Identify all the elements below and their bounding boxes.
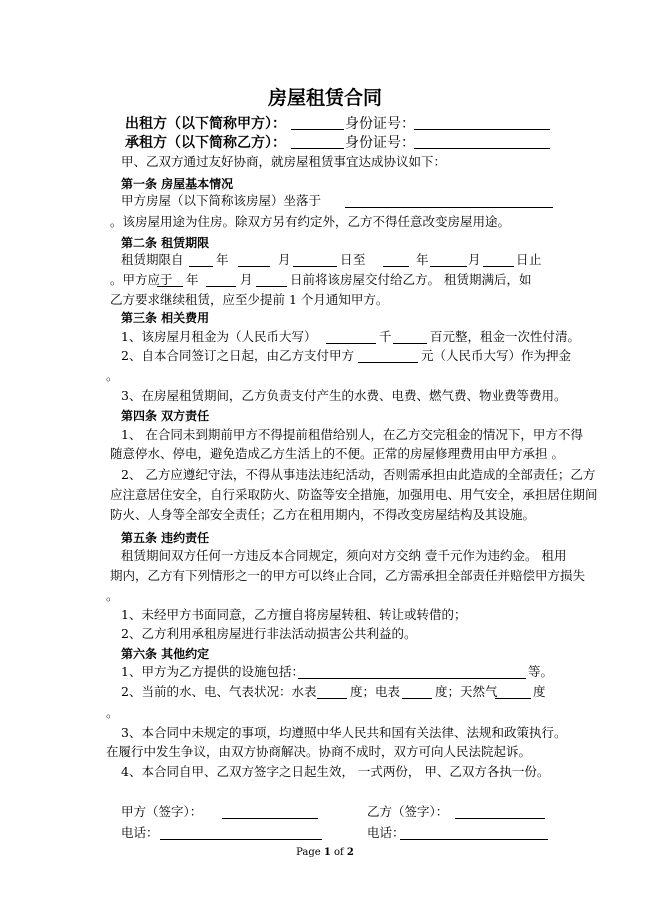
lease-end-suffix: 止 (529, 252, 542, 267)
lease-from-label: 租赁期限自 (121, 252, 184, 267)
article-6-heading: 第六条 其他约定 (121, 647, 210, 661)
delivery-day-blank[interactable] (256, 273, 287, 287)
rent-line-rest: 百元整，租金一次性付清。 (430, 329, 581, 344)
article-1-line-1: 甲方房屋（以下简称该房屋）坐落于 (121, 193, 322, 208)
lessee-id-blank[interactable] (414, 135, 550, 149)
party-b-signature-blank[interactable] (455, 805, 545, 819)
article-5-line-3: 。 (106, 588, 119, 603)
water-meter-blank[interactable] (317, 685, 347, 699)
article-4-line-3: 2、 乙方应遵纪守法，不得从事违法违纪活动，否则需承担由此造成的全部责任；乙方 (121, 467, 596, 482)
party-a-phone-blank[interactable] (160, 826, 322, 840)
delivery-label: 。甲方应于 (110, 272, 173, 287)
lessee-name-blank[interactable] (291, 135, 344, 149)
end-year-unit: 年 (416, 252, 429, 267)
page-total: 2 (346, 847, 354, 858)
page-current: 1 (323, 847, 331, 858)
facilities-suffix: 等。 (528, 664, 554, 679)
party-a-signature-blank[interactable] (222, 805, 318, 819)
start-day-blank[interactable] (293, 253, 337, 267)
article-3-line-3: 3、在房屋租赁期间，乙方负责支付产生的水费、电费、燃气费、物业费等费用。 (121, 388, 567, 403)
article-5-item-2: 2、乙方利用承租房屋进行非法活动损害公共利益的。 (121, 626, 417, 641)
rent-hundred-blank[interactable] (393, 330, 427, 344)
end-day-unit: 日 (516, 252, 529, 267)
facilities-blank[interactable] (298, 665, 526, 679)
page-of: of (334, 847, 344, 858)
delivery-year-blank[interactable] (157, 273, 183, 287)
deposit-label: 2、自本合同签订之日起，由乙方支付甲方 (121, 348, 354, 363)
end-month-unit: 月 (468, 252, 481, 267)
deposit-line-rest: 元（人民币大写）作为押金 (421, 348, 572, 363)
party-a-signature-label: 甲方（签字）： (121, 804, 203, 819)
article-2-line-3: 乙方要求继续租赁，应至少提前 1 个月通知甲方。 (110, 292, 389, 307)
article-4-line-5: 防火、人身等全部安全责任；乙方在租用期内，不得改变房屋结构及其设施。 (110, 507, 536, 522)
lessor-id-blank[interactable] (414, 116, 550, 130)
lessee-id-label: 身份证号： (345, 135, 415, 151)
end-month-blank[interactable] (430, 253, 467, 267)
article-1-line-2: 。该房屋用途为住房。除双方另有约定外，乙方不得任意改变房屋用途。 (110, 214, 511, 229)
rent-label: 1、该房屋月租金为（人民币大写） (121, 329, 317, 344)
deposit-amount-blank[interactable] (358, 349, 418, 363)
meter-electric-label: 度；电表 (350, 684, 401, 699)
article-6-line-2-end: 。 (106, 705, 119, 720)
lease-to-label: 至 (353, 252, 366, 267)
electric-meter-blank[interactable] (402, 685, 432, 699)
article-2-heading: 第二条 租赁期限 (121, 236, 210, 250)
facilities-label: 1、甲方为乙方提供的设施包括： (121, 664, 304, 679)
article-3-heading: 第三条 相关费用 (121, 311, 210, 325)
article-5-heading: 第五条 违约责任 (121, 531, 210, 545)
rent-thousand-blank[interactable] (326, 330, 376, 344)
intro-text: 甲、乙双方通过友好协商，就房屋租赁事宜达成协议如下： (121, 154, 447, 169)
lessor-name-blank[interactable] (291, 116, 344, 130)
article-6-line-4: 在履行中发生争议，由双方协商解决。协商不成时，双方可向人民法院起诉。 (106, 744, 532, 759)
delivery-year-unit: 年 (186, 272, 199, 287)
delivery-month-blank[interactable] (206, 273, 236, 287)
meter-gas-label: 度；天然气 (435, 684, 498, 699)
article-4-line-1: 1、 在合同未到期前甲方不得提前租借给别人，在乙方交完租金的情况下，甲方不得 (121, 427, 583, 442)
article-4-line-2: 随意停水、停电，避免造成乙方生活上的不便。正常的房屋修理费用由甲方承担 。 (110, 446, 564, 461)
article-5-line-2: 期内，乙方有下列情形之一的甲方可以终止合同，乙方需承担全部责任并赔偿甲方损失 (110, 568, 586, 583)
start-year-unit: 年 (216, 252, 229, 267)
start-month-blank[interactable] (238, 253, 270, 267)
meter-water-label: 2、当前的水、电、气表状况：水表 (121, 684, 317, 699)
end-year-blank[interactable] (383, 253, 409, 267)
gas-meter-blank[interactable] (495, 685, 531, 699)
article-1-heading: 第一条 房屋基本情况 (121, 177, 234, 191)
delivery-line-rest: 日前将该房屋交付给乙方。 租赁期满后，如 (290, 272, 532, 287)
party-a-phone-label: 电话： (121, 825, 159, 840)
article-3-line-2-end: 。 (106, 368, 119, 383)
party-b-signature-label: 乙方（签字）： (367, 804, 449, 819)
property-address-blank[interactable] (345, 194, 553, 208)
start-year-blank[interactable] (189, 253, 213, 267)
party-b-phone-label: 电话： (367, 825, 405, 840)
rent-thousand-unit: 千 (379, 329, 392, 344)
article-5-item-1: 1、未经甲方书面同意，乙方擅自将房屋转租、转让或转借的； (121, 607, 467, 622)
party-b-phone-blank[interactable] (400, 826, 548, 840)
delivery-month-unit: 月 (240, 272, 253, 287)
meter-gas-unit: 度 (533, 684, 546, 699)
start-month-unit: 月 (278, 252, 291, 267)
start-day-unit: 日 (340, 252, 353, 267)
article-4-line-4: 应注意居住安全，自行采取防火、防盗等安全措施，加强用电、用气安全，承担居住期间 (110, 487, 598, 502)
page-indicator (0, 846, 650, 860)
page-word: Page (296, 847, 321, 858)
article-5-line-1: 租赁期间双方任何一方违反本合同规定，须向对方交纳 壹千元作为违约金。 租用 (121, 548, 567, 563)
lessor-id-label: 身份证号： (345, 116, 415, 132)
article-6-line-3: 3、本合同中未规定的事项，均遵照中华人民共和国有关法律、法规和政策执行。 (121, 725, 567, 740)
end-day-blank[interactable] (483, 253, 514, 267)
lessee-label: 承租方（以下简称乙方）： (125, 135, 286, 151)
article-4-heading: 第四条 双方责任 (121, 409, 210, 423)
article-6-line-5: 4、本合同自甲、乙双方签字之日起生效， 一式两份， 甲、乙双方各执一份。 (121, 764, 550, 779)
lessor-label: 出租方（以下简称甲方）： (125, 116, 286, 132)
document-title: 房屋租赁合同 (267, 87, 382, 109)
